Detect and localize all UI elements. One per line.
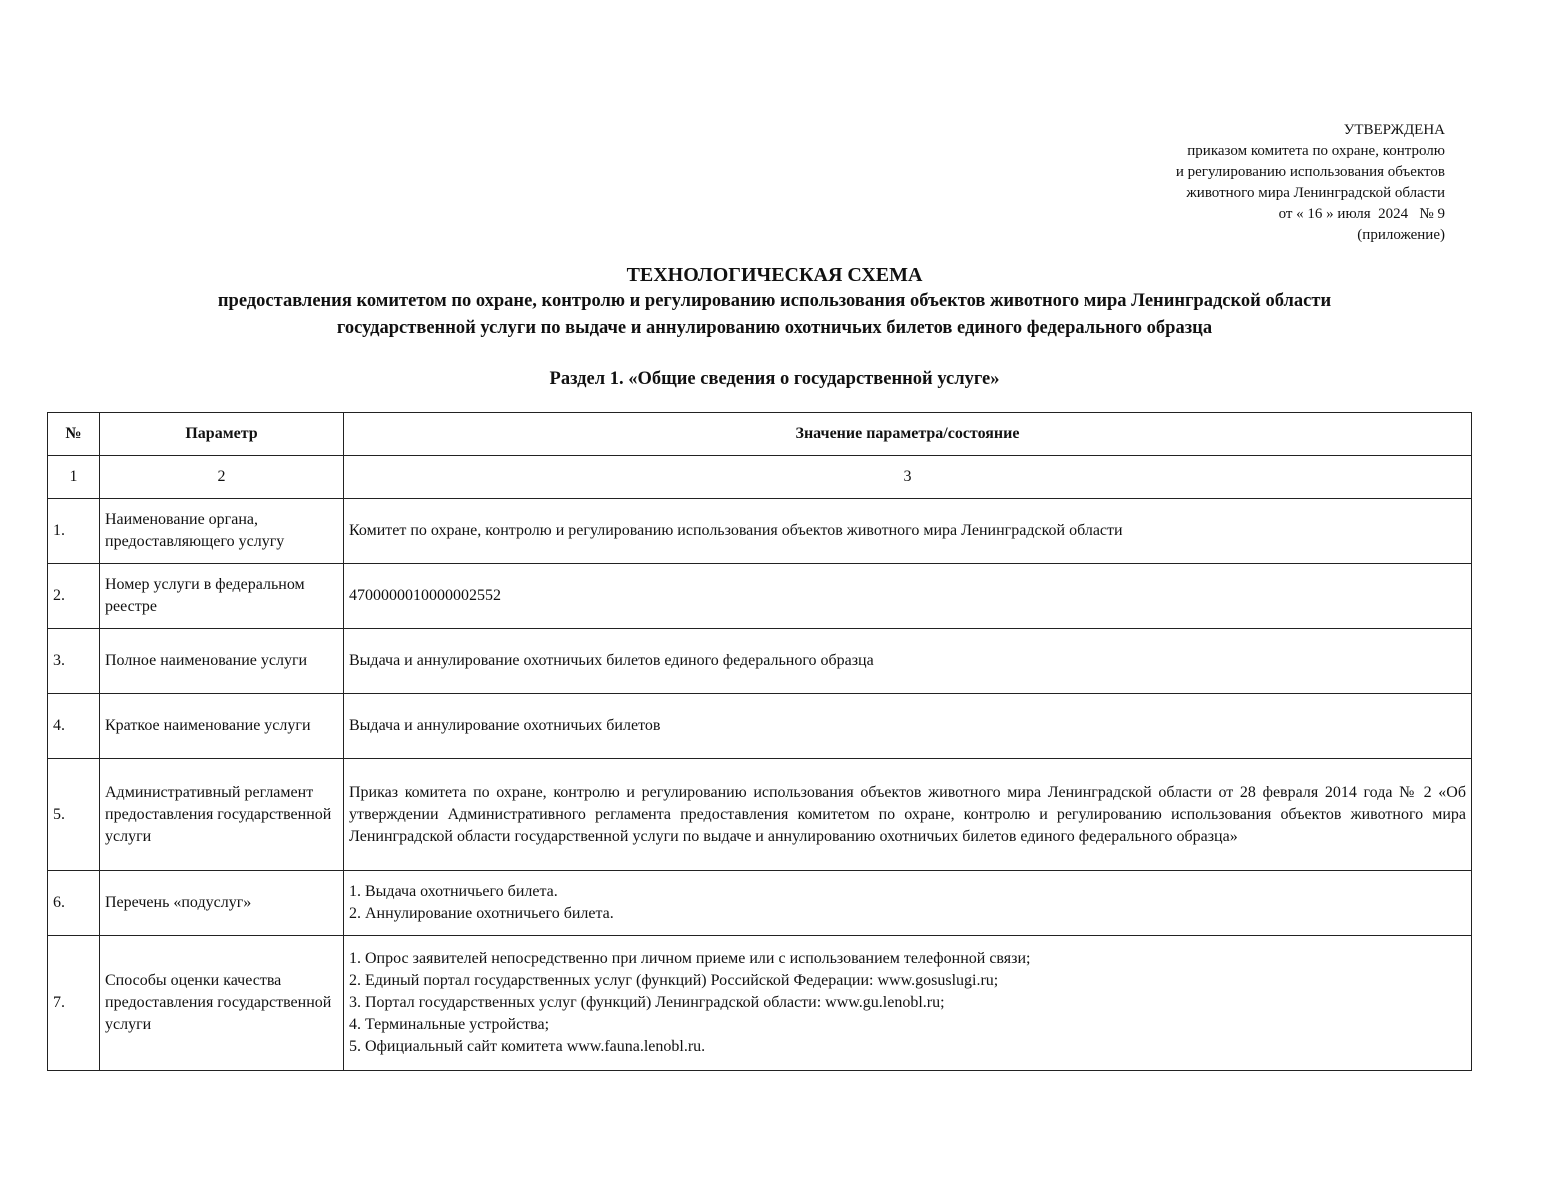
approval-line: от « 16 » июля 2024 № 9 — [1278, 206, 1445, 222]
title-sub-line2: государственной услуги по выдаче и аннулированию охотничьих билетов единого федерального образца — [336, 318, 1213, 338]
row-parameter: Полное наименование услуги — [100, 629, 344, 694]
table-row — [48, 936, 1472, 1071]
row-value — [344, 499, 1472, 564]
row-parameter: Административный регламент предоставления государственной услуги — [100, 759, 344, 871]
row-parameter: Наименование органа, предоставляющего услугу — [100, 499, 344, 564]
section-title: Раздел 1. «Общие сведения о государственной услуге» — [549, 369, 1000, 389]
row-number: 7. — [48, 936, 100, 1071]
header-parameter: Параметр — [100, 413, 344, 456]
row-parameter: Перечень «подуслуг» — [100, 871, 344, 936]
document-title — [0, 262, 1549, 342]
table-row — [48, 564, 1472, 629]
value-line: 1. Опрос заявителей непосредственно при личном приеме или с использованием телефонной связи; — [349, 950, 1031, 967]
row-value — [344, 564, 1472, 629]
approval-line: животного мира Ленинградской области — [1186, 185, 1445, 201]
value-line: 5. Официальный сайт комитета www.fauna.lenobl.ru. — [349, 1038, 706, 1055]
row-parameter: Способы оценки качества предоставления государственной услуги — [100, 936, 344, 1071]
index-cell: 1 — [48, 456, 100, 499]
row-number: 6. — [48, 871, 100, 936]
approval-line: приказом комитета по охране, контролю — [1187, 143, 1445, 159]
title-main: ТЕХНОЛОГИЧЕСКАЯ СХЕМА — [626, 264, 923, 286]
value-line: Комитет по охране, контролю и регулированию использования объектов животного мира Ленинградской области — [349, 522, 1123, 539]
row-number: 4. — [48, 694, 100, 759]
index-cell: 3 — [344, 456, 1472, 499]
table-row — [48, 629, 1472, 694]
value-line: 1. Выдача охотничьего билета. — [349, 883, 558, 900]
value-line: Выдача и аннулирование охотничьих билетов единого федерального образца — [349, 652, 874, 669]
header-value: Значение параметра/состояние — [344, 413, 1472, 456]
table-row — [48, 759, 1472, 871]
row-value — [344, 759, 1472, 871]
value-line: 2. Единый портал государственных услуг (функций) Российской Федерации: www.gosuslugi.ru; — [349, 972, 999, 989]
row-value — [344, 871, 1472, 936]
row-number: 3. — [48, 629, 100, 694]
value-line: 4. Терминальные устройства; — [349, 1016, 550, 1033]
value-line: 3. Портал государственных услуг (функций) Ленинградской области: www.gu.lenobl.ru; — [349, 994, 945, 1011]
value-line: Выдача и аннулирование охотничьих билетов — [349, 717, 661, 734]
value-line: Приказ комитета по охране, контролю и регулированию использования объектов животного мира Ленинградской области от 28 февраля 2014 года № 2 «Об утверждении Административного регламента предоставления комитетом по охране, контролю и регулированию использования объектов животного мира Ленинградской области государственной услуги по выдаче и аннулированию охотничьих билетов единого федерального образца» — [349, 783, 1466, 845]
scheme-table — [47, 412, 1472, 1071]
header-number: № — [48, 413, 100, 456]
row-value — [344, 629, 1472, 694]
title-sub-line1: предоставления комитетом по охране, контролю и регулированию использования объектов животного мира Ленинградской области — [217, 291, 1332, 311]
table-row — [48, 694, 1472, 759]
table-header-row — [48, 413, 1472, 456]
table-row — [48, 499, 1472, 564]
row-value — [344, 694, 1472, 759]
approval-line: (приложение) — [1357, 227, 1445, 243]
row-number: 5. — [48, 759, 100, 871]
value-line: 2. Аннулирование охотничьего билета. — [349, 905, 614, 922]
approval-line: и регулированию использования объектов — [1175, 164, 1445, 180]
approval-stamp — [1025, 120, 1445, 246]
value-line: 4700000010000002552 — [349, 587, 501, 604]
row-number: 2. — [48, 564, 100, 629]
row-parameter: Краткое наименование услуги — [100, 694, 344, 759]
approval-line: УТВЕРЖДЕНА — [1343, 122, 1445, 138]
row-value — [344, 936, 1472, 1071]
row-parameter: Номер услуги в федеральном реестре — [100, 564, 344, 629]
table-row — [48, 871, 1472, 936]
table-index-row — [48, 456, 1472, 499]
index-cell: 2 — [100, 456, 344, 499]
row-number: 1. — [48, 499, 100, 564]
